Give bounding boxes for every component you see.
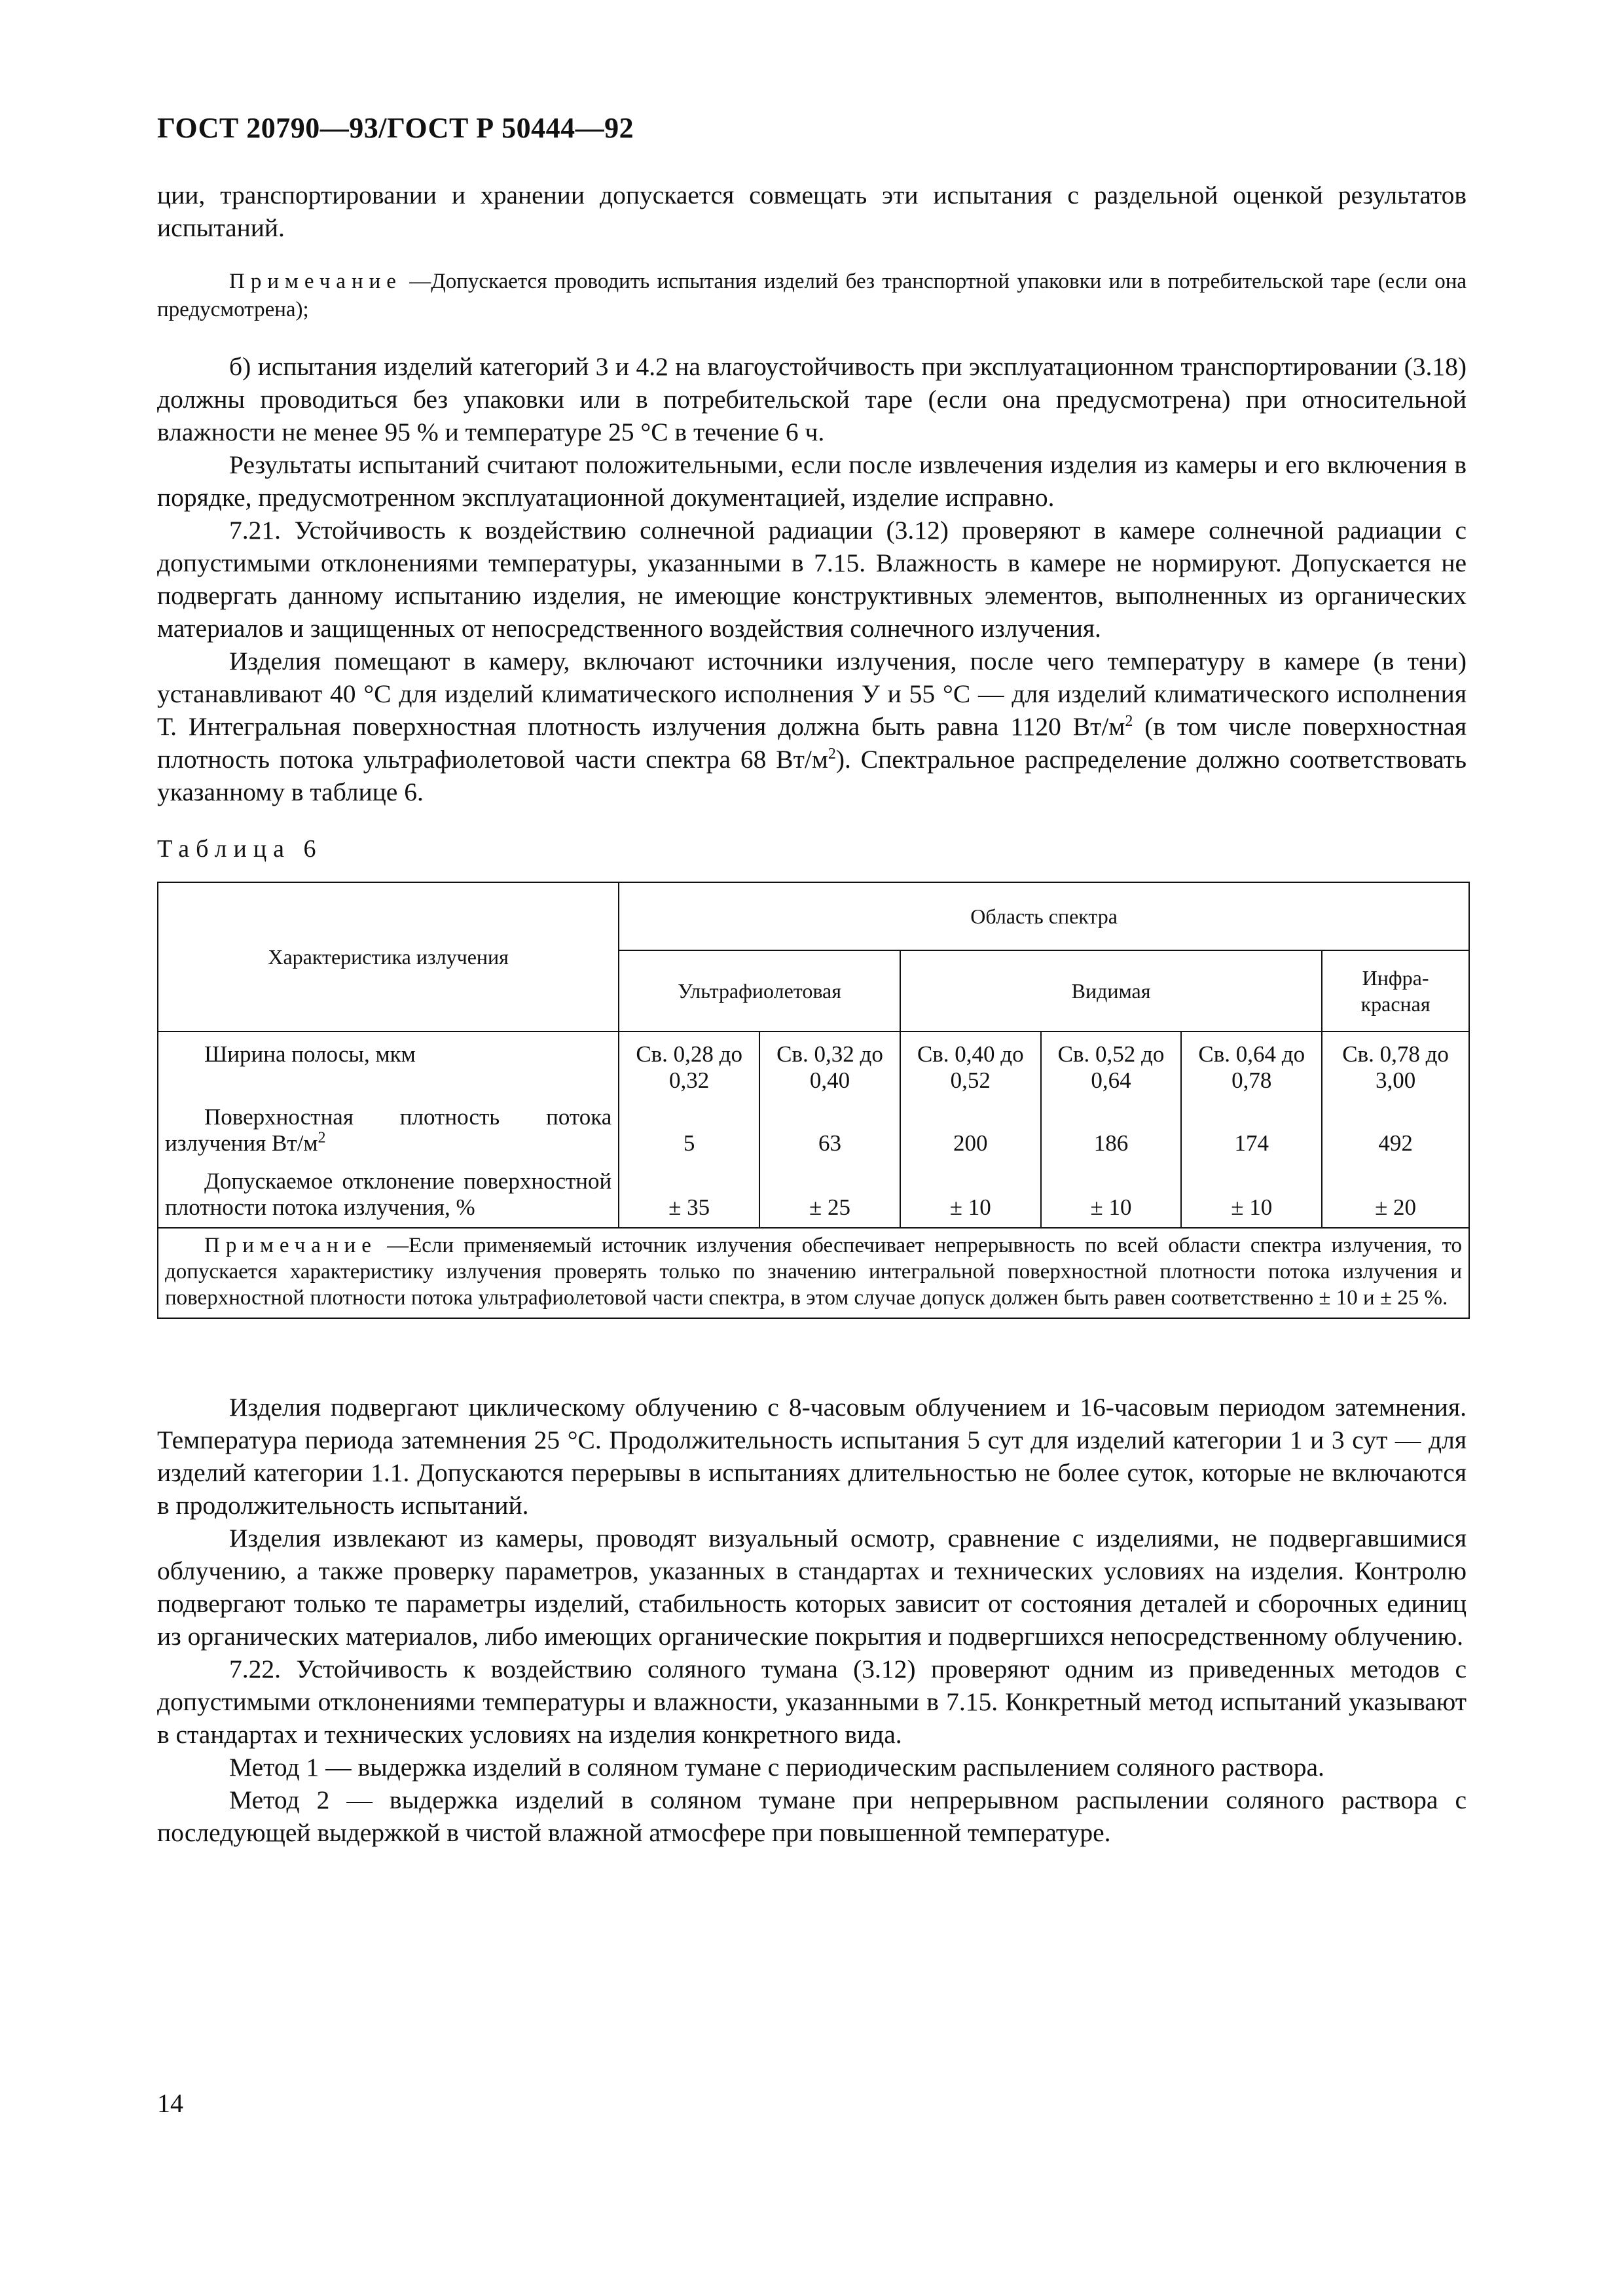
table-header-characteristic: Характеристика излучения: [158, 882, 619, 1031]
table-header-visible: Видимая: [900, 950, 1322, 1031]
table-note-label: Примечание: [204, 1234, 377, 1257]
paragraph-cycle: Изделия подвергают циклическому облучению с 8-часовым облучением и 16-часовым периодом затемнения. Температура периода затемнения 25 °С. Продолжительность испытания 5 сут для изделий категории 1 и 3 сут — для изделий категории 1.1. Допускаются перерывы в испытаниях длительностью не более суток, которые не включаются в продолжительность испытаний.: [157, 1393, 1467, 1520]
table-cell: 174: [1181, 1098, 1322, 1160]
paragraph-method-2: Метод 2 — выдержка изделий в соляном тумане при непрерывном распылении соляного раствора с последующей выдержкой в чистой влажной атмосфере при повышенной температуре.: [157, 1785, 1467, 1847]
table-header-spectrum-region: Область спектра: [619, 882, 1469, 950]
row-label-tolerance: Допускаемое отклонение поверхностной плотности потока излучения, %: [158, 1160, 619, 1228]
paragraph-results: Результаты испытаний считают положительными, если после извлечения изделия из камеры и его включения в порядке, предусмотренном эксплуатационной документацией, изделие исправно.: [157, 450, 1467, 512]
table-cell: ± 10: [1041, 1160, 1182, 1228]
note-1: [157, 268, 1467, 324]
table-cell: 186: [1041, 1098, 1182, 1160]
superscript: 2: [318, 1129, 326, 1147]
paragraph-placement: [157, 645, 1467, 808]
paragraph-7-21: 7.21. Устойчивость к воздействию солнечной радиации (3.12) проверяют в камере солнечной радиации с допустимыми отклонениями температуры, указанными в 7.15. Влажность в камере не нормируют. Допускается не подвергать данному испытанию изделия, не имеющие конструктивных элементов, выполненных из органических материалов и защищенных от непосредственного воздействия солнечного излучения.: [157, 516, 1467, 643]
page-number: 14: [157, 2089, 183, 2118]
table-header-ir: Инфра-красная: [1322, 950, 1469, 1031]
table-cell: Св. 0,64 до 0,78: [1181, 1031, 1322, 1098]
table-cell: ± 10: [1181, 1160, 1322, 1228]
table-row: [158, 1160, 1469, 1228]
table-cell: ± 35: [619, 1160, 759, 1228]
placement-text-b: (в том числе поверхностная плотность потока ультрафиолетовой части спектра 68 Вт/м: [157, 712, 1467, 774]
table-cell: Св. 0,78 до 3,00: [1322, 1031, 1469, 1098]
table-cell: 63: [759, 1098, 900, 1160]
note-1-text: —Допускается проводить испытания изделий без транспортной упаковки или в потребительской таре (если она предусмотрена);: [157, 270, 1467, 321]
superscript: 2: [828, 745, 836, 762]
table-header-uv: Ультрафиолетовая: [619, 950, 900, 1031]
table-note: [158, 1228, 1469, 1318]
document-page: [157, 111, 1467, 1849]
table-note-text: —Если применяемый источник излучения обеспечивает непрерывность по всей области спектра излучения, то допускается характеристику излучения проверять только по значению интегральной поверхностной плотности потока излучения и поверхностной плотности потока ультрафиолетовой части спектра, в этом случае допуск должен быть равен соответственно ± 10 и ± 25 %.: [165, 1234, 1462, 1310]
table-cell: ± 10: [900, 1160, 1041, 1228]
paragraph-method-1: Метод 1 — выдержка изделий в соляном тумане с периодическим распылением соляного раствора.: [229, 1753, 1324, 1782]
table-row: [158, 1098, 1469, 1160]
table-cell: ± 20: [1322, 1160, 1469, 1228]
table-cell: Св. 0,52 до 0,64: [1041, 1031, 1182, 1098]
table-cell: Св. 0,28 до 0,32: [619, 1031, 759, 1098]
placement-text-a: Изделия помещают в камеру, включают источники излучения, после чего температуру в камере (в тени) устанавливают 40 °С для изделий климатического исполнения У и 55 °С — для изделий климатического исполнения Т. Интегральная поверхностная плотность излучения должна быть равна 1120 Вт/м: [157, 647, 1467, 741]
paragraph-continued: ции, транспортировании и хранении допускается совмещать эти испытания с раздельной оценкой результатов испытаний.: [157, 181, 1467, 242]
table-cell: Св. 0,40 до 0,52: [900, 1031, 1041, 1098]
paragraph-b: б) испытания изделий категорий 3 и 4.2 на влагоустойчивость при эксплуатационном транспортировании (3.18) должны проводиться без упаковки или в потребительской таре (если она предусмотрена) при относительной влажности не менее 95 % и температуре 25 °С в течение 6 ч.: [157, 352, 1467, 446]
row-label-density: [158, 1098, 619, 1160]
spectrum-table: [157, 882, 1470, 1319]
row-label-density-text: Поверхностная плотность потока излучения Вт/м: [165, 1104, 612, 1156]
document-header: ГОСТ 20790—93/ГОСТ Р 50444—92: [157, 112, 634, 144]
table-cell: Св. 0,32 до 0,40: [759, 1031, 900, 1098]
row-label-bandwidth: Ширина полосы, мкм: [158, 1031, 619, 1098]
superscript: 2: [1125, 712, 1133, 730]
table-cell: ± 25: [759, 1160, 900, 1228]
paragraph-remove: Изделия извлекают из камеры, проводят визуальный осмотр, сравнение с изделиями, не подвергавшимися облучению, а также проверку параметров, указанных в стандартах и технических условиях на изделия. Контролю подвергают только те параметры изделий, стабильность которых зависит от состояния деталей и сборочных единиц из органических материалов, либо имеющих органические покрытия и подвергшихся непосредственному облучению.: [157, 1524, 1467, 1651]
placement-text-c: ). Спектральное распределение должно соответствовать указанному в таблице 6.: [157, 745, 1467, 806]
table-caption: Таблица 6: [157, 835, 323, 863]
table-cell: 5: [619, 1098, 759, 1160]
table-row: [158, 1031, 1469, 1098]
note-1-label: Примечание: [229, 270, 402, 293]
paragraph-7-22: 7.22. Устойчивость к воздействию соляного тумана (3.12) проверяют одним из приведенных методов с допустимыми отклонениями температуры и влажности, указанными в 7.15. Конкретный метод испытаний указывают в стандартах и технических условиях на изделия конкретного вида.: [157, 1655, 1467, 1749]
table-cell: 492: [1322, 1098, 1469, 1160]
table-cell: 200: [900, 1098, 1041, 1160]
table-note-row: [158, 1228, 1469, 1318]
